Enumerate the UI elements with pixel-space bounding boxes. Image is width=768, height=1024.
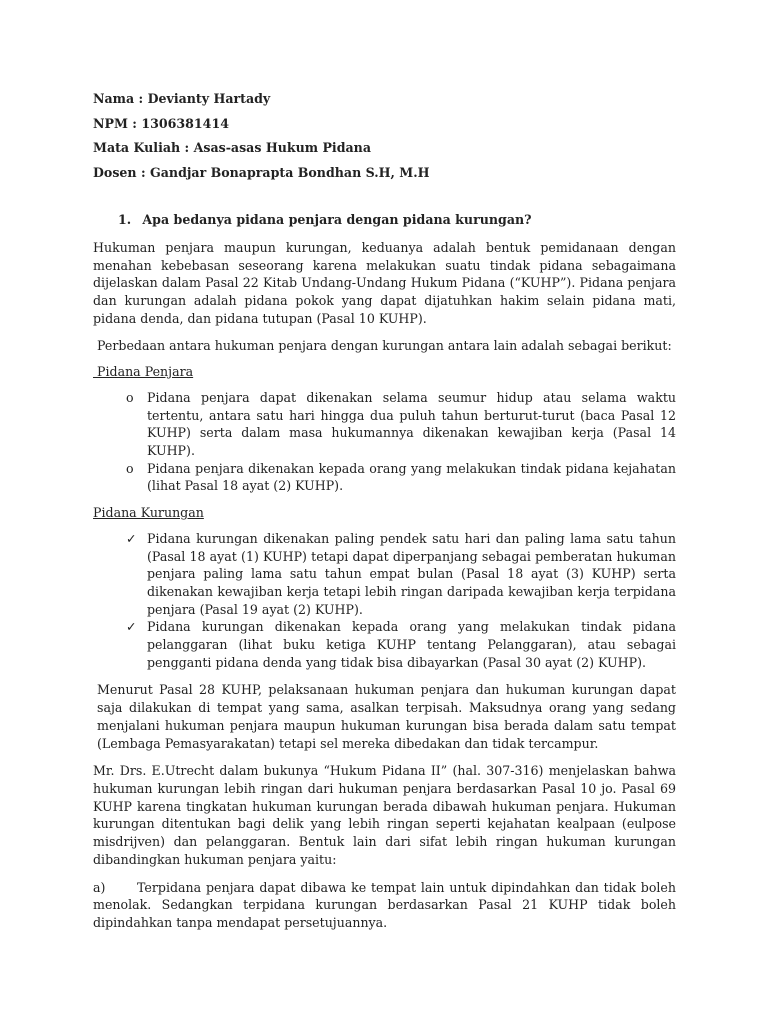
point-label: a)	[93, 879, 106, 895]
course-name: Mata Kuliah : Asas-asas Hukum Pidana	[93, 140, 371, 155]
paragraph-utrecht: Mr. Drs. E.Utrecht dalam bukunya “Hukum Pidana II” (hal. 307-316) menjelaskan bahwa hukuman kurungan lebih ringan dari hukuman penjara berdasarkan Pasal 10 jo. Pasal 69 KUHP karena tingkatan hukuman kurungan berada dibawah hukuman penjara. Hukuman kurungan ditentukan bagi delik yang lebih ringan seperti kejahatan kealpaan (eulpose misdrijven) dan pelanggaran. Bentuk lain dari sifat lebih ringan hukuman kurungan dibandingkan hukuman penjara yaitu:	[93, 763, 676, 867]
list-item	[126, 389, 676, 460]
document-page	[93, 87, 676, 932]
circle-bullet-icon: o	[126, 460, 134, 476]
question-number: 1.	[118, 212, 132, 227]
paragraph-point-a	[93, 879, 676, 932]
paragraph-intro: Hukuman penjara maupun kurungan, keduanya adalah bentuk pemidanaan dengan menahan kebebasan seseorang karena melakukan suatu tindak pidana sebagaimana dijelaskan dalam Pasal 22 Kitab Undang-Undang Hukum Pidana (“KUHP”). Pidana penjara dan kurungan adalah pidana pokok yang dapat dijatuhkan hakim selain pidana mati, pidana denda, dan pidana tutupan (Pasal 10 KUHP).	[93, 240, 676, 326]
kurungan-list	[93, 530, 676, 672]
list-item	[126, 618, 676, 671]
question-heading	[93, 211, 676, 229]
circle-bullet-icon: o	[126, 389, 134, 405]
list-item-text: Pidana kurungan dikenakan paling pendek satu hari dan paling lama satu tahun (Pasal 18 ayat (1) KUHP) tetapi dapat diperpanjang sebagai pemberatan hukuman penjara paling lama satu tahun empat bulan (Pasal 18 ayat (3) KUHP) serta dikenakan kewajiban kerja tetapi lebih ringan daripada kewajiban kerja terpidana penjara (Pasal 19 ayat (2) KUHP).	[147, 530, 676, 617]
heading-pidana-kurungan: Pidana Kurungan	[93, 505, 204, 521]
list-item-text: Pidana penjara dapat dikenakan selama seumur hidup atau selama waktu tertentu, antara satu hari hingga dua puluh tahun berturut-turut (baca Pasal 12 KUHP) serta dalam masa hukumannya dikenakan kewajiban kerja (Pasal 14 KUHP).	[147, 389, 676, 459]
paragraph-differences: Perbedaan antara hukuman penjara dengan kurungan antara lain adalah sebagai berikut:	[97, 337, 672, 353]
list-item-text: Pidana kurungan dikenakan kepada orang yang melakukan tindak pidana pelanggaran (lihat buku ketiga KUHP tentang Pelanggaran), atau sebagai pengganti pidana denda yang tidak bisa dibayarkan (Pasal 30 ayat (2) KUHP).	[147, 619, 676, 670]
student-npm: NPM : 1306381414	[93, 115, 229, 131]
list-item	[126, 530, 676, 619]
penjara-list	[93, 389, 676, 495]
heading-pidana-penjara: Pidana Penjara	[93, 364, 194, 380]
paragraph-pasal-28: Menurut Pasal 28 KUHP, pelaksanaan hukuman penjara dan hukuman kurungan dapat saja dilakukan di tempat yang sama, asalkan terpisah. Maksudnya orang yang sedang menjalani hukuman penjara maupun hukuman kurungan bisa berada dalam satu tempat (Lembaga Pemasyarakatan) tetapi sel mereka dibedakan dan tidak tercampur.	[97, 682, 676, 751]
list-item	[126, 460, 676, 495]
list-item-text: Pidana penjara dikenakan kepada orang yang melakukan tindak pidana kejahatan (lihat Pasal 18 ayat (2) KUHP).	[147, 460, 676, 494]
student-name: Nama : Devianty Hartady	[93, 91, 271, 106]
checkmark-icon: ✓	[126, 619, 137, 635]
checkmark-icon: ✓	[126, 530, 137, 546]
question-text: Apa bedanya pidana penjara dengan pidana kurungan?	[142, 212, 532, 227]
lecturer-name: Dosen : Gandjar Bonaprapta Bondhan S.H, M.H	[93, 164, 430, 180]
point-text: Terpidana penjara dapat dibawa ke tempat lain untuk dipindahkan dan tidak boleh menolak. Sedangkan terpidana kurungan berdasarkan Pasal 21 KUHP tidak boleh dipindahkan tanpa mendapat persetujuannya.	[93, 879, 676, 930]
